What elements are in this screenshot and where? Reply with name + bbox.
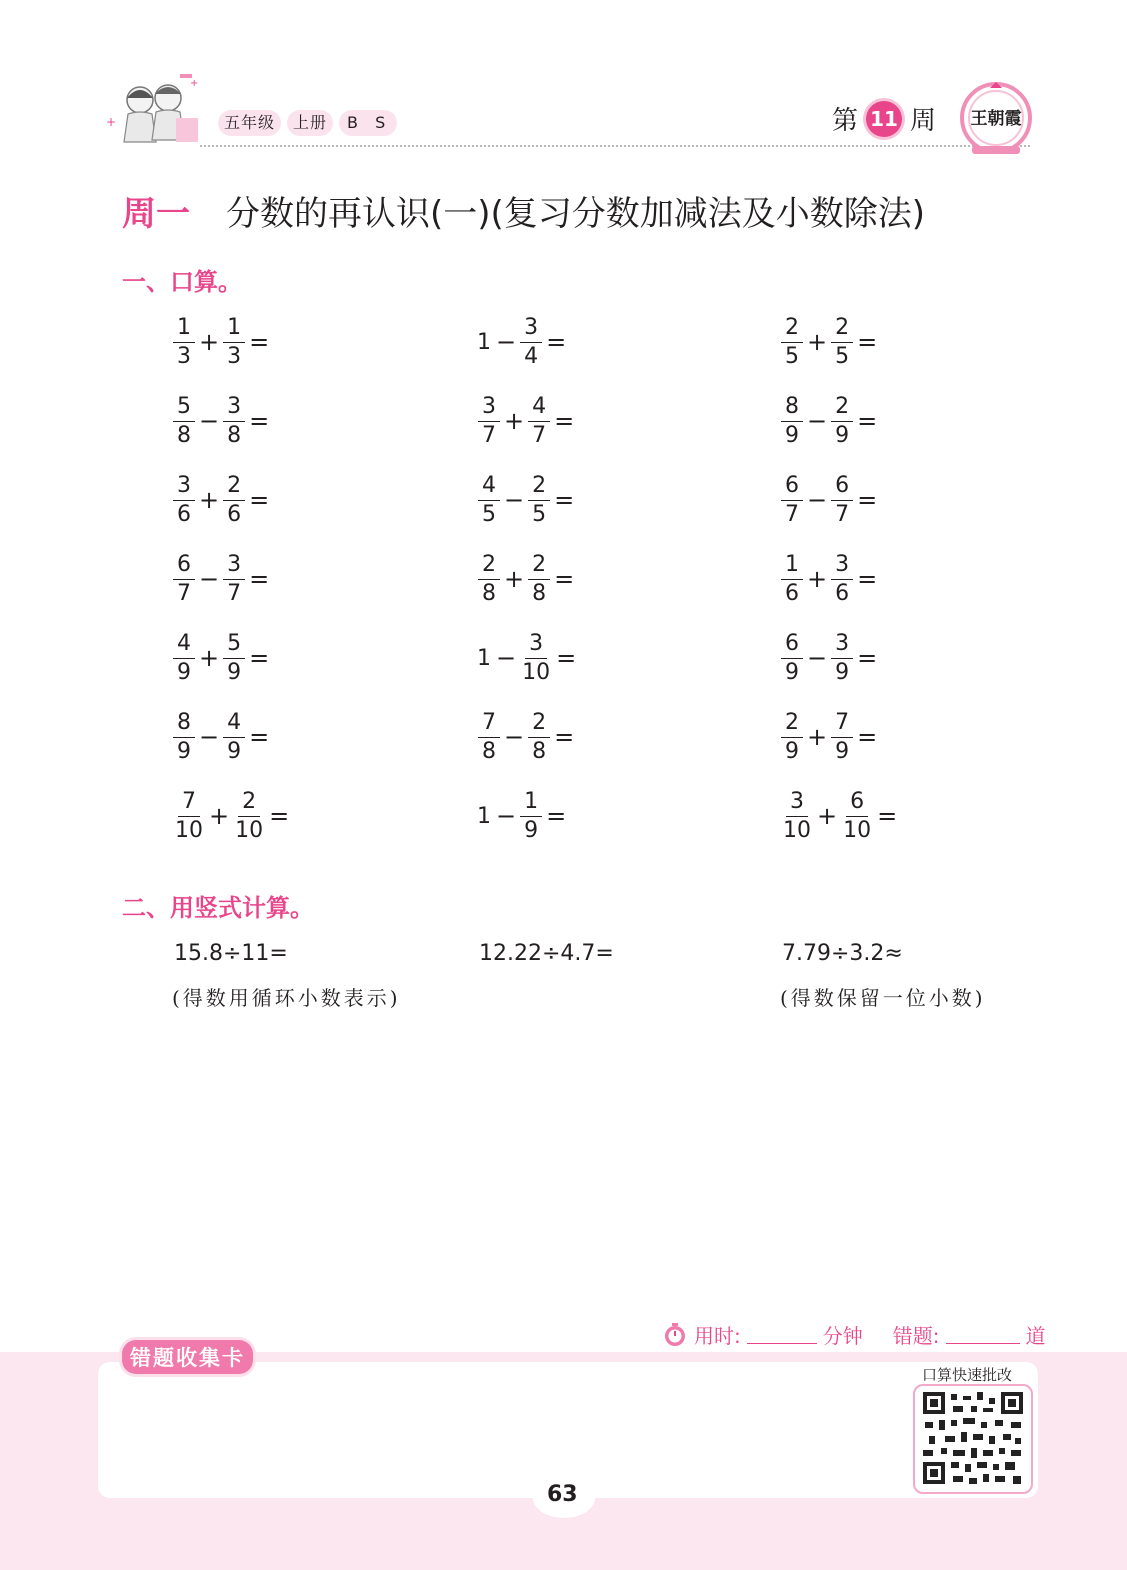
numerator: 6 [781,633,803,659]
denominator: 7 [482,422,496,448]
numerator: 2 [478,554,500,580]
fraction-a [478,551,500,606]
numerator: 8 [173,712,195,738]
equals-sign: = [249,565,270,593]
fraction-b [528,472,550,527]
fraction-a [478,393,500,448]
whole-number: 1 [477,803,491,829]
equals-sign: = [554,407,575,435]
denominator: 8 [227,422,242,448]
oral-problem [172,786,292,846]
numerator: 4 [173,633,195,659]
week-number: 11 [866,101,902,137]
title-topic: 分数的再认识(一)(复习分数加减法及小数除法) [226,194,926,234]
denominator: 9 [785,738,799,764]
numerator: 3 [786,791,808,817]
denominator: 9 [835,422,850,448]
oral-problem [780,628,880,688]
oral-problem [780,707,880,767]
denominator: 5 [835,343,850,369]
oral-problem [477,707,577,767]
fraction-a [781,709,803,764]
fraction-b [841,788,873,843]
svg-text:+: + [190,78,199,89]
denominator: 9 [835,659,850,685]
equals-sign: = [857,328,878,356]
oral-problem [780,470,880,530]
denominator: 9 [227,659,242,685]
qr-code-icon [923,1392,1023,1484]
numerator: 6 [173,554,195,580]
section-2-heading: 二、用竖式计算。 [122,894,314,922]
denominator: 7 [532,422,547,448]
fraction-b [831,393,853,448]
numerator: 3 [525,633,547,659]
oral-problem [477,549,577,609]
numerator: 2 [223,475,245,501]
denominator: 7 [835,501,850,527]
calc-note-1: (得数用循环小数表示) [172,986,401,1010]
edition-tag: B S [339,110,397,136]
fraction-b [528,551,550,606]
denominator: 9 [785,422,799,448]
fraction-b [831,551,853,606]
fraction-b [223,709,245,764]
equals-sign: = [546,802,567,830]
errors-unit: 道 [1025,1324,1046,1348]
numerator: 4 [478,475,500,501]
week-indicator [832,100,936,137]
equals-sign: = [249,644,270,672]
badge-text: 王朝霞 [970,109,1022,129]
numerator: 6 [846,791,868,817]
numerator: 2 [781,712,803,738]
equals-sign: = [554,723,575,751]
equals-sign: = [249,486,270,514]
operator: + [199,644,220,672]
fraction-a [173,314,195,369]
fraction-a [478,472,500,527]
grade-tag: 五年级 [218,110,281,136]
denominator: 8 [177,422,191,448]
operator: + [504,407,525,435]
calc-problem-3: 7.79÷3.2≈ [782,941,903,966]
equals-sign: = [249,328,270,356]
fraction-a [781,393,803,448]
fraction-b [223,393,245,448]
equals-sign: = [556,644,577,672]
numerator: 2 [528,475,550,501]
operator: − [199,723,220,751]
denominator: 6 [177,501,191,527]
operator: + [209,802,230,830]
oral-problem [172,312,272,372]
numerator: 3 [478,396,500,422]
denominator: 5 [532,501,547,527]
operator: − [496,644,517,672]
numerator: 3 [173,475,195,501]
operator: − [807,486,828,514]
numerator: 4 [528,396,550,422]
numerator: 2 [528,554,550,580]
numerator: 3 [223,554,245,580]
operator: + [199,486,220,514]
denominator: 3 [227,343,242,369]
numerator: 4 [223,712,245,738]
whole-number: 1 [477,329,491,355]
operator: + [807,565,828,593]
numerator: 2 [238,791,260,817]
svg-text:+: + [106,115,117,129]
stopwatch-icon [662,1322,688,1348]
denominator: 9 [785,659,799,685]
oral-problem [172,628,272,688]
operator: + [817,802,838,830]
numerator: 5 [173,396,195,422]
operator: − [199,407,220,435]
error-card-label: 错题收集卡 [122,1340,253,1374]
oral-problem [477,786,569,846]
fraction-a [781,472,803,527]
qr-label: 口算快速批改 [922,1366,1013,1384]
week-suffix: 周 [910,106,937,136]
operator: + [807,723,828,751]
denominator: 9 [177,738,191,764]
fraction-b [223,314,245,369]
operator: − [807,644,828,672]
errors-label: 错题: [892,1324,940,1348]
brand-badge [958,80,1034,160]
denominator: 6 [835,580,850,606]
operator: + [807,328,828,356]
denominator: 9 [835,738,850,764]
fraction-b [520,630,552,685]
numerator: 7 [478,712,500,738]
fraction-b [223,551,245,606]
fraction-a [173,472,195,527]
numerator: 1 [173,317,195,343]
numerator: 5 [223,633,245,659]
fraction-b [223,472,245,527]
denominator: 7 [227,580,242,606]
numerator: 2 [528,712,550,738]
denominator: 10 [235,817,264,843]
fraction-a [781,551,803,606]
numerator: 6 [831,475,853,501]
oral-problem [477,391,577,451]
fraction-b [831,472,853,527]
fraction-b [528,709,550,764]
denominator: 9 [177,659,191,685]
numerator: 1 [520,791,542,817]
numerator: 7 [178,791,200,817]
equals-sign: = [857,486,878,514]
fraction-b [528,393,550,448]
minutes-label: 分钟 [822,1324,863,1348]
time-error-row [662,1320,1046,1349]
denominator: 9 [524,817,539,843]
oral-problem [477,470,577,530]
numerator: 3 [223,396,245,422]
calc-problem-2: 12.22÷4.7= [479,941,614,966]
calc-note-3: (得数保留一位小数) [780,986,986,1010]
kids-illustration [106,70,206,154]
oral-problem [172,391,272,451]
fraction-b [520,788,542,843]
equals-sign: = [546,328,567,356]
denominator: 5 [482,501,496,527]
fraction-b [831,709,853,764]
oral-problem [780,549,880,609]
equals-sign: = [857,565,878,593]
oral-problem [780,391,880,451]
fraction-b [233,788,265,843]
fraction-a [173,393,195,448]
fraction-a [173,709,195,764]
numerator: 2 [781,317,803,343]
volume-tag: 上册 [287,110,333,136]
denominator: 5 [785,343,799,369]
equals-sign: = [857,723,878,751]
operator: − [807,407,828,435]
equals-sign: = [554,565,575,593]
oral-problem [172,707,272,767]
numerator: 2 [831,396,853,422]
operator: − [496,328,517,356]
denominator: 6 [785,580,799,606]
equals-sign: = [554,486,575,514]
title-day: 周一 [122,194,190,234]
numerator: 6 [781,475,803,501]
oral-problem [172,470,272,530]
fraction-a [781,788,813,843]
denominator: 9 [227,738,242,764]
time-label: 用时: [694,1324,741,1348]
fraction-a [173,630,195,685]
fraction-a [173,551,195,606]
numerator: 3 [831,554,853,580]
grade-tags [218,110,397,136]
fraction-b [831,630,853,685]
fraction-b [831,314,853,369]
denominator: 8 [482,580,496,606]
operator: − [504,486,525,514]
numerator: 7 [831,712,853,738]
oral-problem [172,549,272,609]
equals-sign: = [857,644,878,672]
operator: + [199,328,220,356]
oral-problem [477,628,579,688]
equals-sign: = [249,407,270,435]
header-divider [200,145,1030,147]
page-number: 63 [547,1482,578,1507]
oral-problem [477,312,569,372]
numerator: 1 [223,317,245,343]
oral-problem [780,312,880,372]
denominator: 6 [227,501,242,527]
numerator: 2 [831,317,853,343]
operator: − [199,565,220,593]
qr-code-frame[interactable] [913,1384,1033,1494]
numerator: 3 [831,633,853,659]
page-title [122,186,925,235]
denominator: 7 [785,501,799,527]
section-1-heading: 一、口算。 [122,268,242,296]
denominator: 10 [522,659,551,685]
fraction-b [520,314,542,369]
equals-sign: = [249,723,270,751]
equals-sign: = [877,802,898,830]
denominator: 8 [532,738,547,764]
fraction-a [173,788,205,843]
whole-number: 1 [477,645,491,671]
week-prefix: 第 [832,106,859,136]
numerator: 1 [781,554,803,580]
oral-problem [780,786,900,846]
fraction-b [223,630,245,685]
equals-sign: = [857,407,878,435]
operator: + [504,565,525,593]
denominator: 10 [843,817,872,843]
operator: − [496,802,517,830]
calc-problem-1: 15.8÷11= [174,941,288,966]
denominator: 7 [177,580,191,606]
denominator: 8 [482,738,496,764]
numerator: 3 [520,317,542,343]
fraction-a [781,314,803,369]
fraction-a [781,630,803,685]
operator: − [504,723,525,751]
denominator: 10 [175,817,203,843]
equals-sign: = [269,802,290,830]
denominator: 3 [177,343,191,369]
denominator: 4 [524,343,539,369]
denominator: 10 [783,817,811,843]
time-blank[interactable] [747,1325,817,1344]
numerator: 8 [781,396,803,422]
fraction-a [478,709,500,764]
denominator: 8 [532,580,547,606]
errors-blank[interactable] [946,1325,1020,1344]
